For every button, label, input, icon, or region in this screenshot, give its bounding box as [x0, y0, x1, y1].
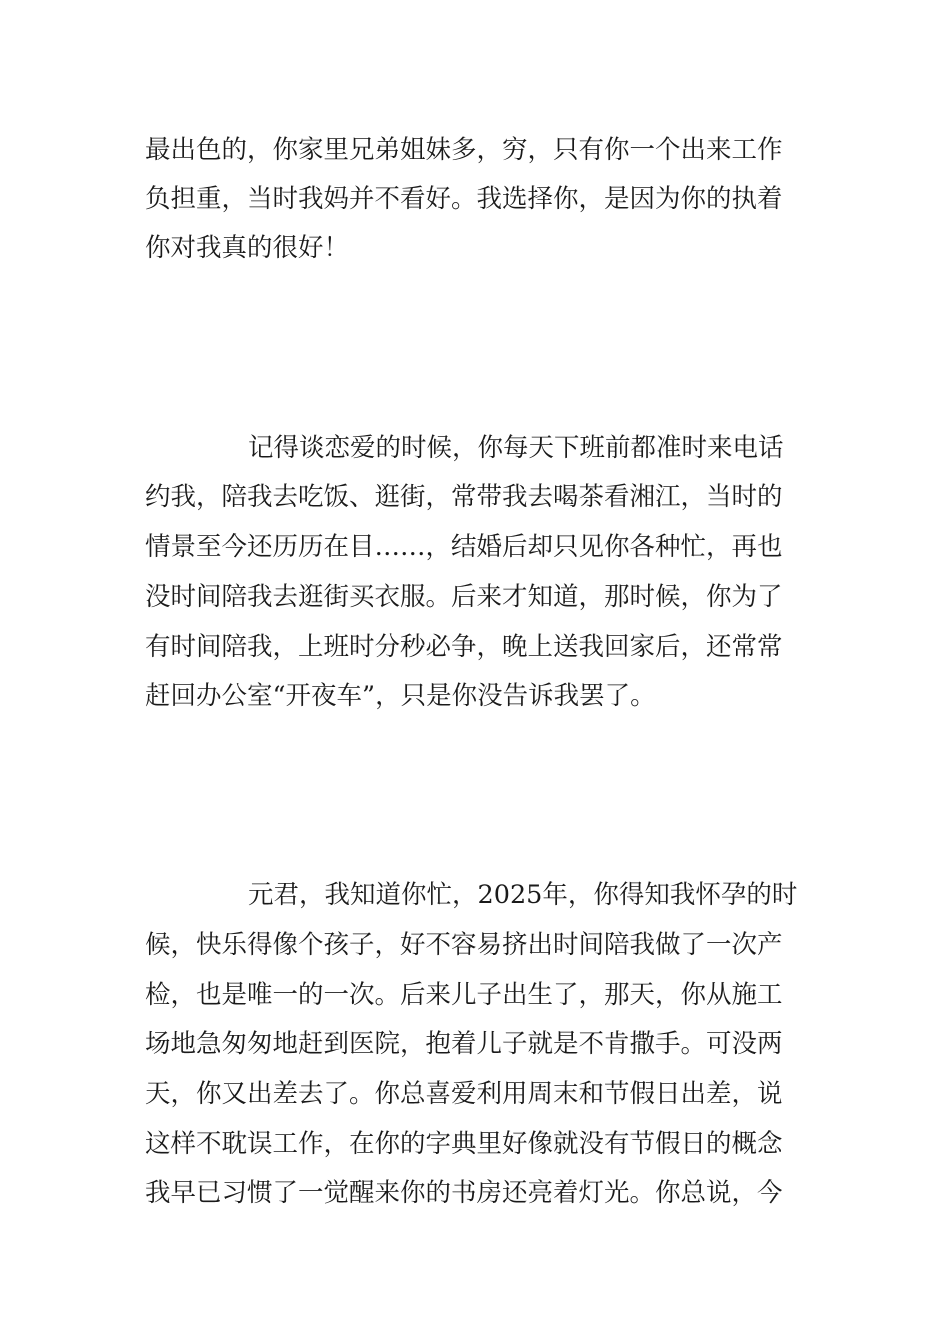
paragraph-line: 有时间陪我，上班时分秒必争，晚上送我回家后，还常常 — [145, 632, 783, 662]
paragraph-line: 约我，陪我去吃饭、逛街，常带我去喝茶看湘江，当时的 — [145, 482, 783, 512]
paragraph-line: 这样不耽误工作，在你的字典里好像就没有节假日的概念 — [145, 1129, 783, 1159]
paragraph-line: 我早已习惯了一觉醒来你的书房还亮着灯光。你总说，今 — [145, 1178, 783, 1208]
paragraph-line: 负担重，当时我妈并不看好。我选择你，是因为你的执着 — [145, 184, 783, 214]
paragraph-line: 检，也是唯一的一次。后来儿子出生了，那天，你从施工 — [145, 980, 783, 1010]
paragraph-line: 情景至今还历历在目……，结婚后却只见你各种忙，再也 — [145, 532, 783, 562]
paragraph-line: 候，快乐得像个孩子，好不容易挤出时间陪我做了一次产 — [145, 930, 783, 960]
paragraph-first-line: 记得谈恋爱的时候，你每天下班前都准时来电话 — [248, 433, 784, 463]
paragraph-line: 赶回办公室“开夜车”，只是你没告诉我罢了。 — [145, 681, 656, 711]
paragraph-line: 你对我真的很好！ — [145, 233, 350, 263]
paragraph-line: 最出色的，你家里兄弟姐妹多，穷，只有你一个出来工作 — [145, 135, 783, 165]
paragraph-line: 天，你又出差去了。你总喜爱利用周末和节假日出差，说 — [145, 1079, 783, 1109]
paragraph-line: 没时间陪我去逛街买衣服。后来才知道，那时候，你为了 — [145, 582, 783, 612]
paragraph-line: 场地急匆匆地赶到医院，抱着儿子就是不肯撒手。可没两 — [145, 1029, 783, 1059]
paragraph-first-line: 元君，我知道你忙，2025年，你得知我怀孕的时 — [248, 880, 798, 910]
